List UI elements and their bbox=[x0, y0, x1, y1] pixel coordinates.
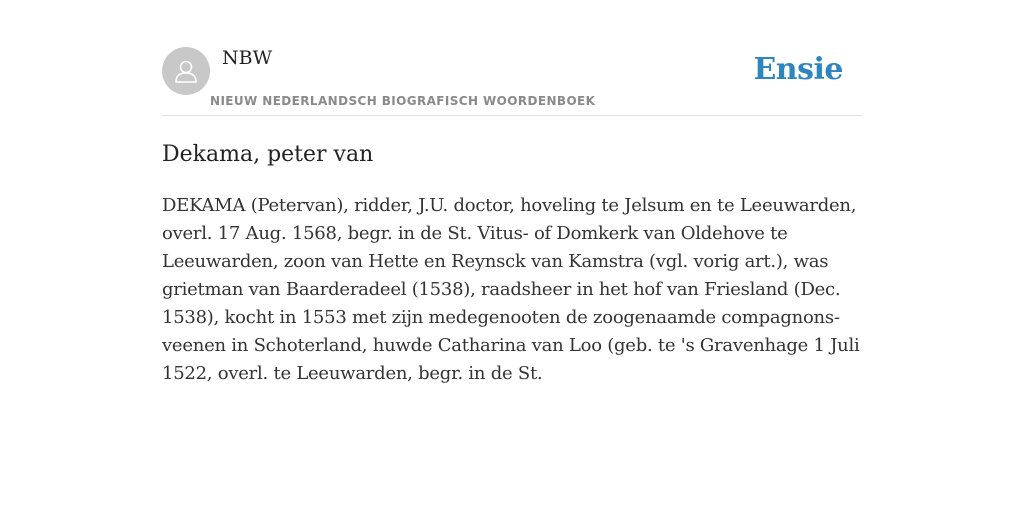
article-card bbox=[162, 46, 862, 388]
article-title: Dekama, peter van bbox=[162, 142, 374, 167]
source-header bbox=[162, 46, 862, 116]
source-short-name[interactable]: NBW bbox=[222, 47, 273, 69]
article-body: DEKAMA (Petervan), ridder, J.U. doctor, hoveling te Jelsum en te Leeuwarden, overl. 17 Aug. 1568, begr. in de St. Vitus- of Domkerk van Oldehove te Leeuwarden, zoon van Hette en Reynsck van Kamstra (vgl. vorig art.), was grietman van Baarderadeel (1538), raadsheer in het hof van Friesland (Dec. 1538), kocht in 1553 met zijn medegenooten de zoogenaamde compagnons-veenen in Schoterland, huwde Catharina van Loo (geb. te 's Gravenhage 1 Juli 1522, overl. te Leeuwarden, begr. in de St. bbox=[162, 195, 860, 384]
user-icon bbox=[172, 57, 200, 85]
source-full-name: NIEUW NEDERLANDSCH BIOGRAFISCH WOORDENBOEK bbox=[210, 94, 596, 108]
avatar[interactable] bbox=[162, 47, 210, 95]
brand-logo[interactable]: Ensie bbox=[753, 52, 843, 87]
